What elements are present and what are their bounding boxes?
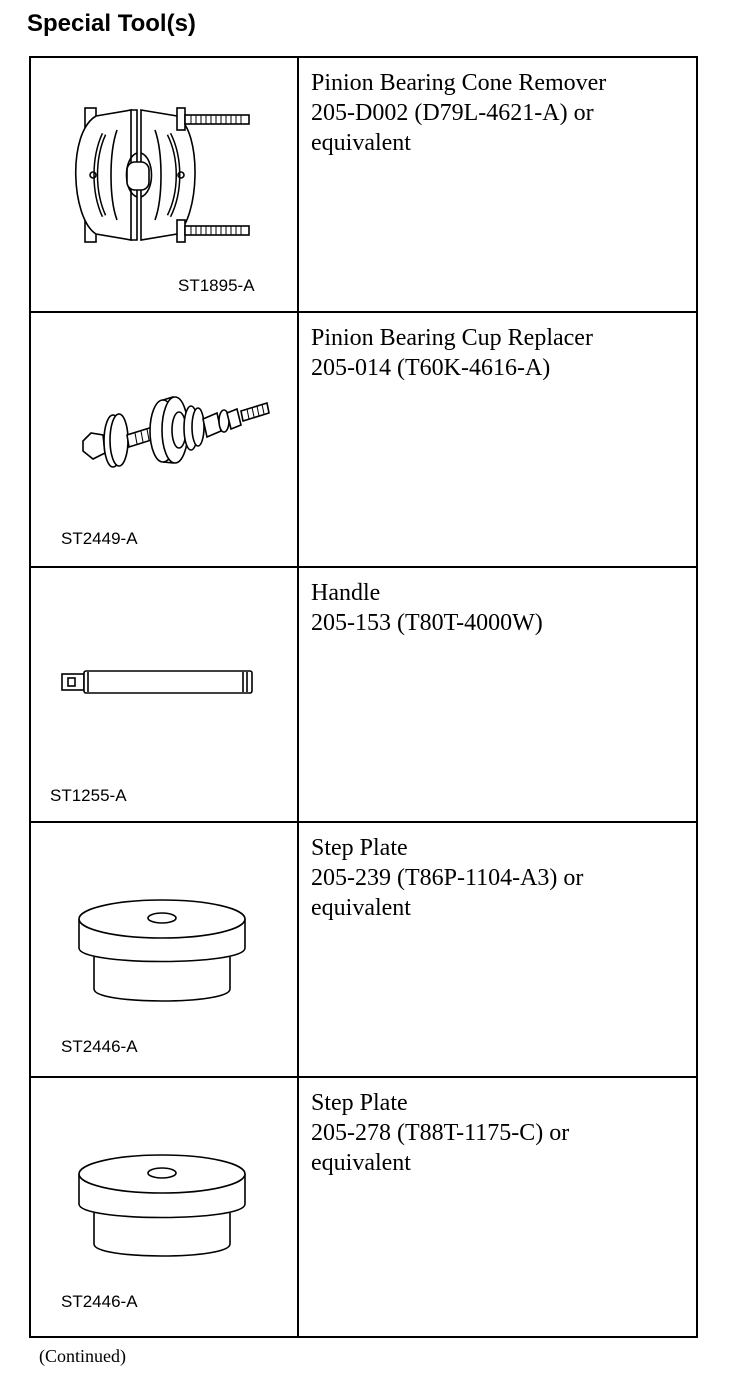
tool-name: Pinion Bearing Cup Replacer xyxy=(311,325,593,351)
tool-description xyxy=(311,323,691,383)
tool-illustration-cell xyxy=(31,313,299,566)
tool-illustration-cell xyxy=(31,568,299,821)
bearing-cone-remover-icon xyxy=(31,58,297,313)
tool-description xyxy=(311,578,691,638)
tool-name: Step Plate xyxy=(311,835,408,861)
tool-name: Handle xyxy=(311,580,381,606)
illustration-code: ST2446-A xyxy=(61,1292,138,1311)
tool-name: Pinion Bearing Cone Remover xyxy=(311,70,607,96)
tool-number: 205-278 (T88T-1175-C) or xyxy=(311,1120,570,1146)
illustration-code: ST1255-A xyxy=(50,786,127,805)
illustration-code: ST2449-A xyxy=(61,529,138,548)
special-tools-table xyxy=(29,56,698,1338)
continued-note: (Continued) xyxy=(39,1346,126,1366)
tool-row xyxy=(31,568,696,823)
tool-number: 205-014 (T60K-4616-A) xyxy=(311,355,551,381)
tool-illustration-cell xyxy=(31,58,299,311)
illustration-code: ST1895-A xyxy=(178,276,255,295)
tool-name: Step Plate xyxy=(311,1090,408,1116)
tool-equivalent-note: equivalent xyxy=(311,1150,411,1176)
tool-description xyxy=(311,68,691,158)
tool-illustration-cell xyxy=(31,1078,299,1336)
page-title: Special Tool(s) xyxy=(27,10,196,37)
tool-row xyxy=(31,313,696,568)
tool-description xyxy=(311,1088,691,1178)
tool-equivalent-note: equivalent xyxy=(311,130,411,156)
tool-illustration-cell xyxy=(31,823,299,1076)
tool-row xyxy=(31,1078,696,1336)
tool-equivalent-note: equivalent xyxy=(311,895,411,921)
tool-row xyxy=(31,823,696,1078)
illustration-code: ST2446-A xyxy=(61,1037,138,1056)
tool-row xyxy=(31,58,696,313)
tool-number: 205-153 (T80T-4000W) xyxy=(311,610,543,636)
tool-number: 205-D002 (D79L-4621-A) or xyxy=(311,100,594,126)
tool-description xyxy=(311,833,691,923)
tool-number: 205-239 (T86P-1104-A3) or xyxy=(311,865,584,891)
handle-icon xyxy=(31,568,297,823)
